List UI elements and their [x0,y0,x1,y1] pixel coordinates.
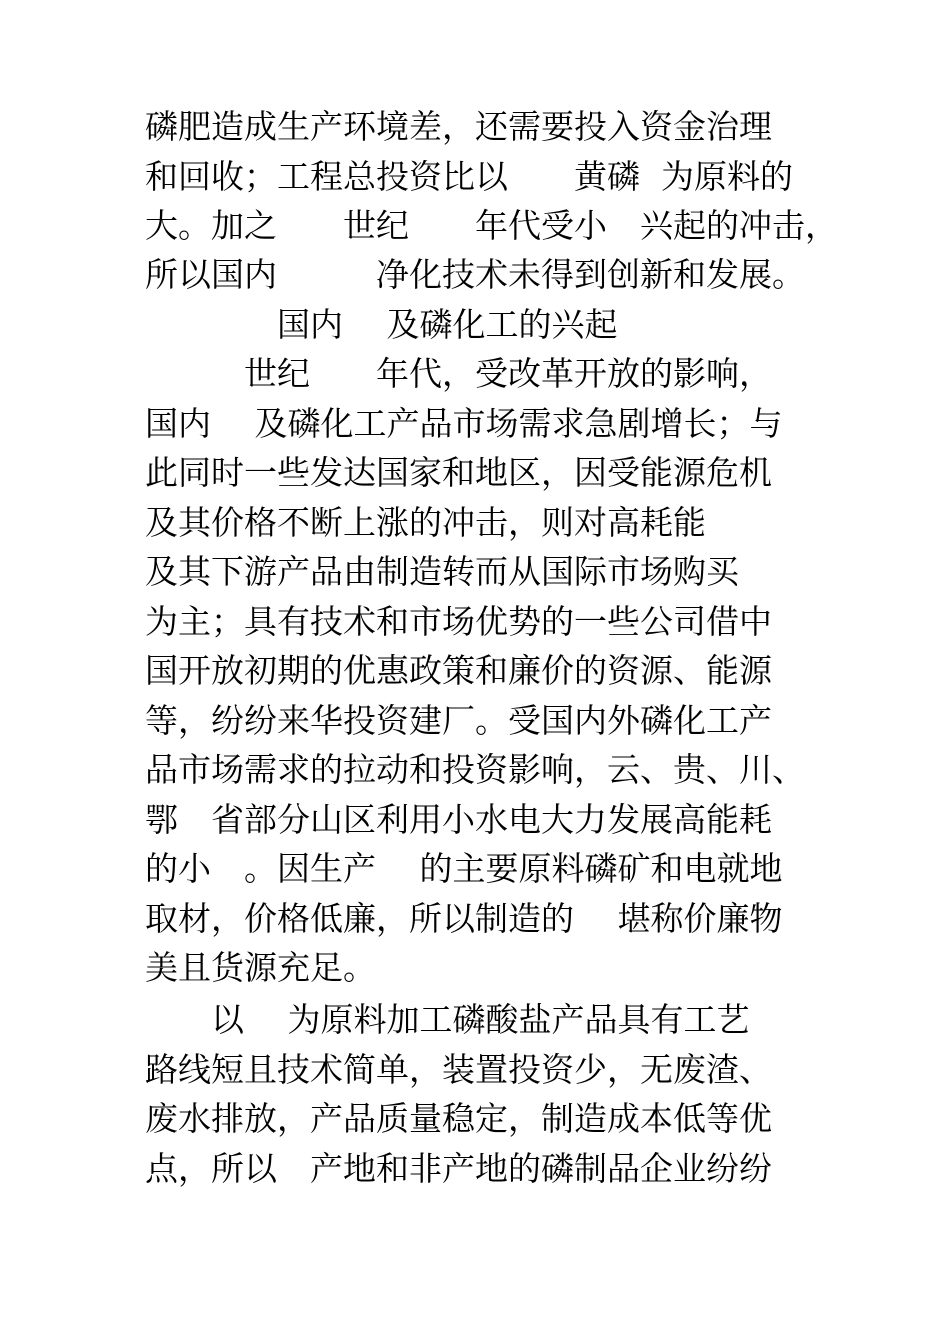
text-line: 取材，价格低廉，所以制造的 堪称价廉物 [145,899,783,938]
text-line: 等，纷纷来华投资建厂。受国内外磷化工产 [145,701,772,740]
text-line: 美且货源充足。 [145,948,376,987]
text-line: 大。加之 世纪 年代受小 兴起的冲击， [145,206,838,245]
text-line: 品市场需求的拉动和投资影响，云、贵、川、 [145,750,805,789]
text-line: 鄂 省部分山区利用小水电大力发展高能耗 [145,800,772,839]
text-line: 国内 及磷化工产品市场需求急剧增长；与 [145,404,783,443]
text-line: 及其价格不断上涨的冲击，则对高耗能 [145,503,706,542]
text-line: 以 为原料加工磷酸盐产品具有工艺 [145,1000,750,1039]
text-line: 废水排放，产品质量稳定，制造成本低等优 [145,1099,772,1138]
section-heading: 国内 及磷化工的兴起 [145,305,618,344]
text-line: 此同时一些发达国家和地区，因受能源危机 [145,453,772,492]
text-line: 点，所以 产地和非产地的磷制品企业纷纷 [145,1149,772,1188]
text-line: 和回收；工程总投资比以 黄磷 为原料的 [145,157,793,196]
text-line: 世纪 年代，受改革开放的影响， [145,354,772,393]
text-line: 为主；具有技术和市场优势的一些公司借中 [145,602,772,641]
text-line: 及其下游产品由制造转而从国际市场购买 [145,552,739,591]
text-line: 路线短且技术简单，装置投资少，无废渣、 [145,1050,772,1089]
text-line: 磷肥造成生产环境差，还需要投入资金治理 [145,107,772,146]
text-line: 的小 。因生产 的主要原料磷矿和电就地 [145,849,783,888]
text-line: 国开放初期的优惠政策和廉价的资源、能源 [145,651,772,690]
text-line: 所以国内 净化技术未得到创新和发展。 [145,255,805,294]
